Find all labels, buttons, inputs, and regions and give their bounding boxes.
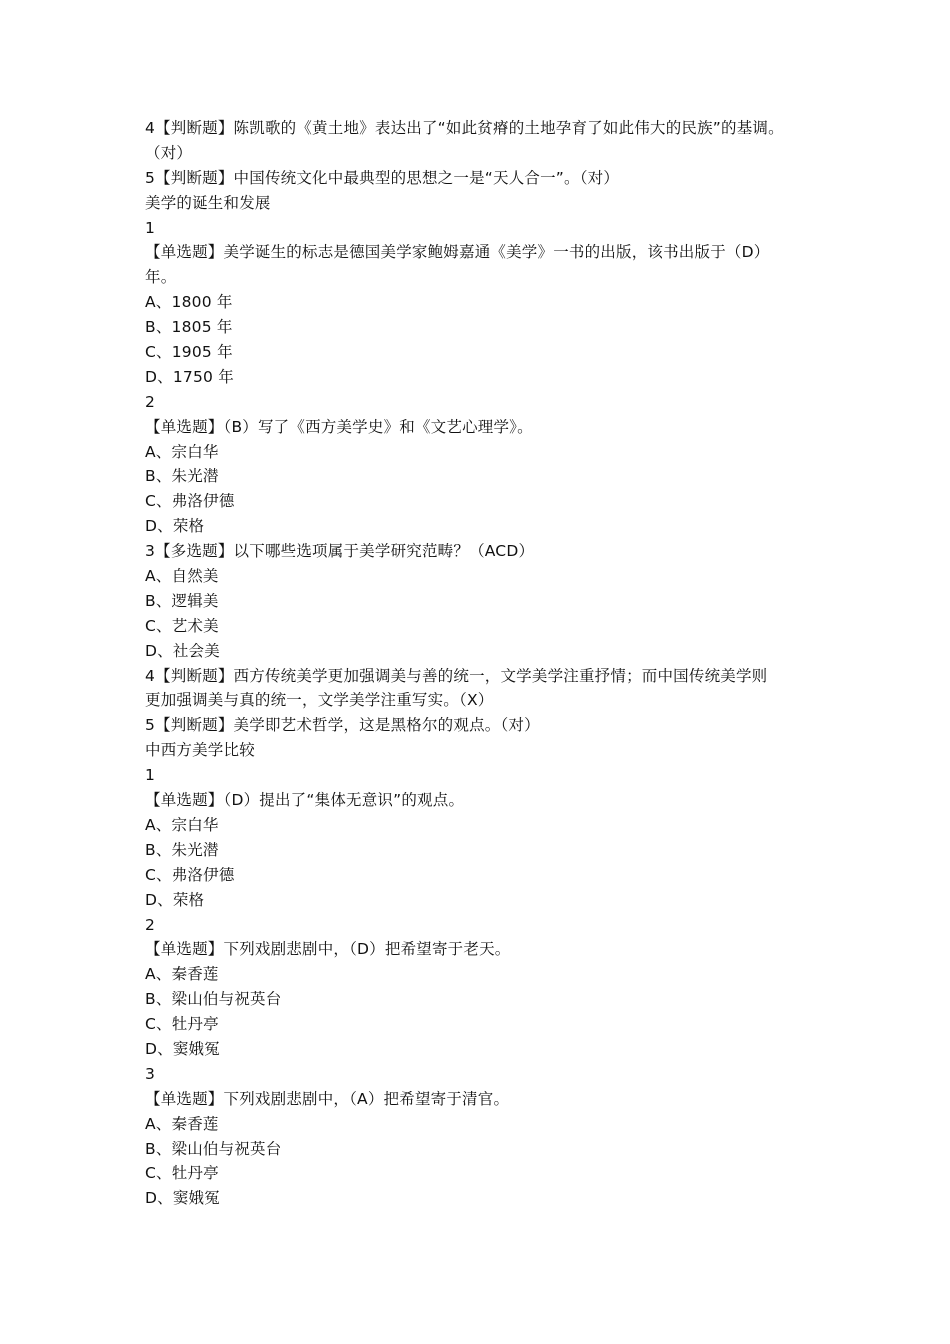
section-heading: 美学的诞生和发展 [145, 193, 271, 212]
answer-option: D、窦娥冤 [145, 1189, 220, 1208]
answer-option: D、荣格 [145, 890, 205, 909]
text-line: 4【判断题】陈凯歌的《黄土地》表达出了“如此贫瘠的土地孕育了如此伟大的民族”的基调。 [145, 119, 784, 137]
answer-option: B、梁山伯与祝英台 [145, 990, 282, 1009]
answer-option: B、朱光潜 [145, 467, 219, 486]
question-text: 【单选题】美学诞生的标志是德国美学家鲍姆嘉通《美学》一书的出版，该书出版于（D） [145, 243, 770, 262]
answer-option: A、宗白华 [145, 815, 219, 834]
question-text: 3【多选题】以下哪些选项属于美学研究范畴？（ACD） [145, 542, 535, 561]
text-line: 5【判断题】中国传统文化中最典型的思想之一是“天人合一”。（对） [145, 168, 620, 187]
answer-option: A、1800 年 [145, 293, 233, 312]
question-number: 2 [145, 392, 156, 411]
answer-option: B、梁山伯与祝英台 [145, 1139, 282, 1158]
answer-option: D、荣格 [145, 517, 205, 536]
answer-option: C、艺术美 [145, 616, 219, 635]
answer-option: B、1805 年 [145, 318, 233, 337]
answer-option: A、秦香莲 [145, 965, 219, 984]
question-text: 更加强调美与真的统一，文学美学注重写实。（X） [145, 691, 494, 710]
answer-option: C、牡丹亭 [145, 1164, 219, 1183]
question-number: 1 [145, 766, 156, 785]
question-text: 4【判断题】西方传统美学更加强调美与善的统一，文学美学注重抒情；而中国传统美学则 [145, 666, 768, 685]
answer-option: A、秦香莲 [145, 1114, 219, 1133]
question-text: 5【判断题】美学即艺术哲学，这是黑格尔的观点。（对） [145, 716, 540, 735]
document-page [145, 116, 817, 1211]
question-text: 【单选题】下列戏剧悲剧中，（A）把希望寄于清官。 [145, 1089, 510, 1108]
answer-option: C、弗洛伊德 [145, 492, 235, 511]
question-number: 1 [145, 218, 156, 237]
answer-option: C、牡丹亭 [145, 1015, 219, 1034]
answer-option: A、自然美 [145, 567, 219, 586]
answer-option: D、社会美 [145, 641, 220, 660]
answer-option: B、朱光潜 [145, 840, 219, 859]
question-text: 年。 [145, 268, 177, 287]
question-number: 3 [145, 1064, 156, 1083]
question-text: 【单选题】（D）提出了“集体无意识”的观点。 [145, 791, 465, 810]
answer-option: D、1750 年 [145, 367, 234, 386]
answer-option: B、逻辑美 [145, 591, 219, 610]
answer-option: C、弗洛伊德 [145, 865, 235, 884]
question-text: 【单选题】下列戏剧悲剧中，（D）把希望寄于老天。 [145, 940, 511, 959]
question-text: 【单选题】（B）写了《西方美学史》和《文艺心理学》。 [145, 417, 533, 436]
answer-option: C、1905 年 [145, 343, 233, 362]
text-line: （对） [145, 143, 193, 162]
answer-option: A、宗白华 [145, 442, 219, 461]
section-heading: 中西方美学比较 [145, 741, 255, 760]
question-number: 2 [145, 915, 156, 934]
answer-option: D、窦娥冤 [145, 1039, 220, 1058]
